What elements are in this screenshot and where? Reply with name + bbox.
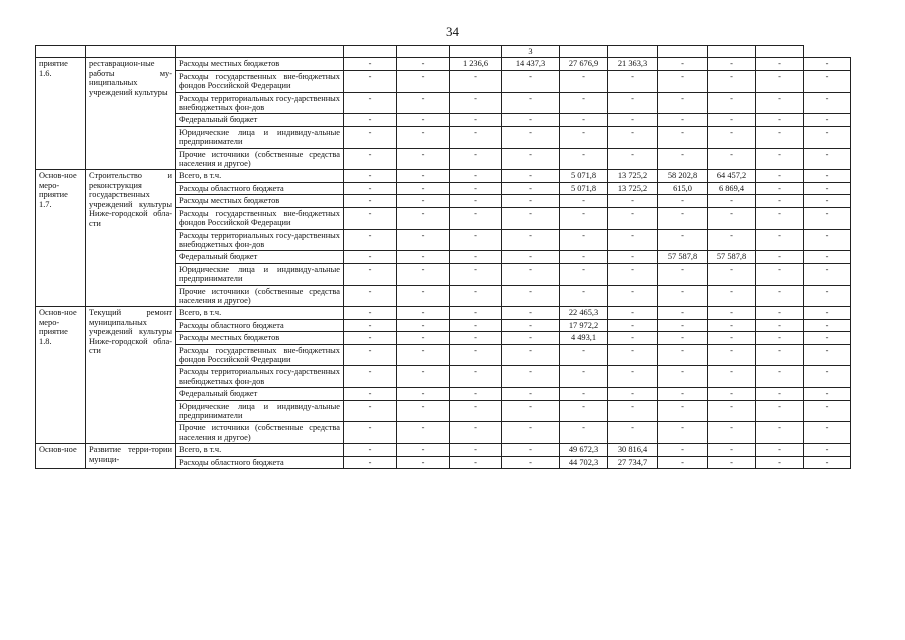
value-cell: - [397,366,450,388]
value-cell: - [450,319,502,331]
value-cell: - [708,126,756,148]
funding-source: Юридические лица и индивиду-альные предприниматели [176,400,344,422]
value-cell: - [502,207,560,229]
funding-source: Федеральный бюджет [176,388,344,400]
value-cell: - [756,263,804,285]
value-cell: 57 587,8 [708,251,756,263]
header-cell [708,46,756,58]
value-cell: - [756,307,804,319]
value-cell: - [708,307,756,319]
value-cell: 5 071,8 [560,170,608,182]
value-cell: - [804,344,851,366]
value-cell: - [450,251,502,263]
value-cell: 1 236,6 [450,58,502,70]
funding-source: Расходы территориальных госу-дарственных внебюджетных фон-дов [176,366,344,388]
value-cell: - [756,207,804,229]
value-cell: - [502,285,560,307]
value-cell: - [502,319,560,331]
value-cell: - [502,229,560,251]
value-cell: - [560,388,608,400]
value-cell: - [658,58,708,70]
value-cell: - [608,114,658,126]
value-cell: - [756,400,804,422]
value-cell: - [450,170,502,182]
value-cell: 49 672,3 [560,444,608,456]
value-cell: - [658,422,708,444]
header-cell [344,46,397,58]
value-cell: - [804,207,851,229]
value-cell: - [658,263,708,285]
value-cell: - [608,400,658,422]
value-cell: - [804,388,851,400]
value-cell: - [608,148,658,170]
header-cell [397,46,450,58]
value-cell: - [560,126,608,148]
value-cell: - [560,92,608,114]
value-cell: - [397,148,450,170]
value-cell: 27 676,9 [560,58,608,70]
funding-source: Всего, в т.ч. [176,170,344,182]
page-number: 34 [446,24,459,39]
value-cell: - [804,229,851,251]
measure-name: реставрацион-ные работы му-ниципальных учреждений культуры [86,58,176,170]
value-cell: - [708,148,756,170]
value-cell: - [450,344,502,366]
value-cell: - [344,332,397,344]
value-cell: - [450,92,502,114]
value-cell: - [397,182,450,194]
funding-source: Расходы областного бюджета [176,319,344,331]
value-cell: - [397,319,450,331]
value-cell: - [450,126,502,148]
value-cell: - [658,92,708,114]
value-cell: - [756,70,804,92]
value-cell: - [804,263,851,285]
value-cell: 64 457,2 [708,170,756,182]
value-cell: - [502,456,560,468]
value-cell: - [397,92,450,114]
value-cell: - [397,332,450,344]
funding-source: Всего, в т.ч. [176,307,344,319]
value-cell: - [658,114,708,126]
value-cell: - [804,422,851,444]
value-cell: - [608,263,658,285]
value-cell: 21 363,3 [608,58,658,70]
value-cell: - [658,126,708,148]
value-cell: - [450,388,502,400]
value-cell: - [344,388,397,400]
value-cell: - [608,251,658,263]
measure-name: Развитие терри-тории муници- [86,444,176,469]
value-cell: 13 725,2 [608,170,658,182]
value-cell: - [397,263,450,285]
header-cell: 3 [502,46,560,58]
value-cell: - [708,344,756,366]
value-cell: - [708,319,756,331]
funding-source: Расходы государственных вне-бюджетных фондов Российской Федерации [176,207,344,229]
value-cell: - [450,307,502,319]
value-cell: - [560,285,608,307]
value-cell: - [708,70,756,92]
value-cell: - [344,344,397,366]
value-cell: - [560,229,608,251]
value-cell: - [450,229,502,251]
value-cell: - [450,285,502,307]
value-cell: - [804,182,851,194]
value-cell: - [756,126,804,148]
funding-source: Федеральный бюджет [176,251,344,263]
value-cell: - [804,195,851,207]
funding-source: Федеральный бюджет [176,114,344,126]
value-cell: - [608,70,658,92]
value-cell: 615,0 [658,182,708,194]
value-cell: - [804,126,851,148]
funding-source: Расходы местных бюджетов [176,195,344,207]
header-cell [658,46,708,58]
value-cell: 27 734,7 [608,456,658,468]
value-cell: - [756,148,804,170]
value-cell: - [804,285,851,307]
value-cell: - [344,263,397,285]
header-cell [560,46,608,58]
value-cell: - [344,285,397,307]
value-cell: - [658,332,708,344]
value-cell: - [658,444,708,456]
funding-source: Расходы государственных вне-бюджетных фондов Российской Федерации [176,344,344,366]
value-cell: - [658,388,708,400]
value-cell: - [658,207,708,229]
value-cell: - [708,92,756,114]
value-cell: - [502,92,560,114]
value-cell: - [450,263,502,285]
value-cell: - [804,114,851,126]
value-cell: - [450,114,502,126]
value-cell: - [756,388,804,400]
value-cell: - [344,229,397,251]
value-cell: 4 493,1 [560,332,608,344]
value-cell: - [344,92,397,114]
value-cell: - [708,229,756,251]
header-cell [176,46,344,58]
value-cell: - [756,285,804,307]
value-cell: - [756,332,804,344]
value-cell: - [756,92,804,114]
value-cell: - [397,456,450,468]
value-cell: - [804,92,851,114]
value-cell: - [344,456,397,468]
value-cell: - [560,70,608,92]
value-cell: - [608,229,658,251]
value-cell: - [608,332,658,344]
value-cell: - [450,456,502,468]
value-cell: - [804,332,851,344]
value-cell: 13 725,2 [608,182,658,194]
value-cell: - [658,285,708,307]
table-row [36,444,851,456]
value-cell: - [344,444,397,456]
value-cell: 57 587,8 [658,251,708,263]
value-cell: - [608,388,658,400]
value-cell: - [804,58,851,70]
value-cell: - [502,251,560,263]
value-cell: - [658,307,708,319]
funding-source: Расходы областного бюджета [176,182,344,194]
value-cell: - [560,207,608,229]
value-cell: - [344,207,397,229]
value-cell: - [560,422,608,444]
value-cell: - [502,422,560,444]
value-cell: - [344,251,397,263]
value-cell: - [560,114,608,126]
value-cell: - [502,344,560,366]
value-cell: 6 869,4 [708,182,756,194]
value-cell: - [756,114,804,126]
value-cell: - [344,366,397,388]
value-cell: - [708,366,756,388]
value-cell: - [608,195,658,207]
value-cell: - [804,444,851,456]
value-cell: - [502,400,560,422]
value-cell: - [560,263,608,285]
measure-code: приятие 1.6. [36,58,86,170]
value-cell: - [560,344,608,366]
value-cell: - [344,182,397,194]
value-cell: - [756,422,804,444]
budget-table [35,45,851,469]
value-cell: - [344,422,397,444]
value-cell: - [344,114,397,126]
value-cell: - [658,195,708,207]
value-cell: - [344,148,397,170]
funding-source: Расходы государственных вне-бюджетных фондов Российской Федерации [176,70,344,92]
value-cell: - [397,207,450,229]
funding-source: Прочие источники (собственные средства населения и другое) [176,285,344,307]
value-cell: - [397,400,450,422]
value-cell: - [397,388,450,400]
value-cell: - [397,422,450,444]
value-cell: - [502,114,560,126]
value-cell: - [397,307,450,319]
value-cell: - [344,126,397,148]
header-cell [608,46,658,58]
value-cell: - [344,319,397,331]
value-cell: - [344,195,397,207]
value-cell: - [804,456,851,468]
value-cell: - [502,307,560,319]
value-cell: - [756,319,804,331]
header-cell [756,46,804,58]
value-cell: - [502,195,560,207]
value-cell: - [658,319,708,331]
value-cell: - [450,332,502,344]
value-cell: - [502,182,560,194]
value-cell: - [502,170,560,182]
value-cell: - [708,444,756,456]
value-cell: - [708,195,756,207]
measure-code: Основ-ное [36,444,86,469]
value-cell: - [708,422,756,444]
value-cell: 30 816,4 [608,444,658,456]
value-cell: - [450,148,502,170]
value-cell: - [756,366,804,388]
value-cell: - [450,400,502,422]
value-cell: 58 202,8 [658,170,708,182]
value-cell: - [804,148,851,170]
value-cell: - [397,58,450,70]
value-cell: - [560,251,608,263]
value-cell: - [756,456,804,468]
table-row [36,58,851,70]
value-cell: - [708,114,756,126]
value-cell: - [756,170,804,182]
value-cell: - [397,114,450,126]
value-cell: - [560,366,608,388]
value-cell: - [756,58,804,70]
value-cell: - [397,251,450,263]
value-cell: - [804,70,851,92]
value-cell: - [756,251,804,263]
value-cell: - [608,307,658,319]
value-cell: - [708,58,756,70]
header-cell [450,46,502,58]
value-cell: - [804,307,851,319]
value-cell: - [708,332,756,344]
value-cell: - [608,207,658,229]
value-cell: - [708,207,756,229]
value-cell: - [756,195,804,207]
value-cell: - [397,195,450,207]
value-cell: 14 437,3 [502,58,560,70]
value-cell: - [560,400,608,422]
value-cell: - [450,366,502,388]
value-cell: - [397,126,450,148]
value-cell: - [344,307,397,319]
funding-source: Расходы областного бюджета [176,456,344,468]
value-cell: - [608,319,658,331]
value-cell: - [344,70,397,92]
value-cell: - [804,400,851,422]
value-cell: - [450,207,502,229]
value-cell: - [608,422,658,444]
value-cell: - [608,126,658,148]
funding-source: Прочие источники (собственные средства населения и другое) [176,422,344,444]
value-cell: - [502,126,560,148]
value-cell: - [397,444,450,456]
funding-source: Расходы местных бюджетов [176,58,344,70]
value-cell: - [450,444,502,456]
measure-code: Основ-ное меро-приятие 1.7. [36,170,86,307]
value-cell: 17 972,2 [560,319,608,331]
value-cell: - [450,422,502,444]
value-cell: - [608,92,658,114]
value-cell: - [756,444,804,456]
value-cell: - [658,344,708,366]
funding-source: Всего, в т.ч. [176,444,344,456]
value-cell: - [658,229,708,251]
value-cell: - [756,182,804,194]
value-cell: - [397,344,450,366]
value-cell: - [397,285,450,307]
value-cell: 5 071,8 [560,182,608,194]
value-cell: - [502,332,560,344]
value-cell: - [502,444,560,456]
funding-source: Расходы территориальных госу-дарственных внебюджетных фон-дов [176,229,344,251]
value-cell: - [344,58,397,70]
header-row [36,46,851,58]
value-cell: - [450,195,502,207]
table-row [36,170,851,182]
value-cell: - [397,170,450,182]
value-cell: - [397,229,450,251]
header-cell [36,46,86,58]
value-cell: - [708,388,756,400]
measure-name: Строительство и реконструкция государственных учреждений культуры Ниже-городской обла-сти [86,170,176,307]
value-cell: - [608,285,658,307]
value-cell: - [502,70,560,92]
value-cell: - [450,70,502,92]
value-cell: 22 465,3 [560,307,608,319]
value-cell: - [658,366,708,388]
value-cell: - [502,388,560,400]
value-cell: - [658,400,708,422]
value-cell: 44 702,3 [560,456,608,468]
value-cell: - [502,366,560,388]
funding-source: Юридические лица и индивиду-альные предприниматели [176,126,344,148]
value-cell: - [708,456,756,468]
value-cell: - [344,170,397,182]
value-cell: - [756,229,804,251]
value-cell: - [344,400,397,422]
value-cell: - [804,366,851,388]
measure-name: Текущий ремонт муниципальных учреждений культуры Ниже-городской обла-сти [86,307,176,444]
funding-source: Юридические лица и индивиду-альные предприниматели [176,263,344,285]
value-cell: - [708,400,756,422]
value-cell: - [608,366,658,388]
value-cell: - [708,285,756,307]
value-cell: - [804,251,851,263]
value-cell: - [502,148,560,170]
value-cell: - [756,344,804,366]
header-cell [86,46,176,58]
value-cell: - [708,263,756,285]
value-cell: - [397,70,450,92]
funding-source: Расходы местных бюджетов [176,332,344,344]
value-cell: - [658,456,708,468]
value-cell: - [608,344,658,366]
value-cell: - [658,70,708,92]
value-cell: - [804,170,851,182]
value-cell: - [804,319,851,331]
measure-code: Основ-ное меро-приятие 1.8. [36,307,86,444]
value-cell: - [450,182,502,194]
value-cell: - [560,148,608,170]
table-row [36,307,851,319]
funding-source: Расходы территориальных госу-дарственных внебюджетных фон-дов [176,92,344,114]
value-cell: - [658,148,708,170]
value-cell: - [502,263,560,285]
value-cell: - [560,195,608,207]
funding-source: Прочие источники (собственные средства населения и другое) [176,148,344,170]
